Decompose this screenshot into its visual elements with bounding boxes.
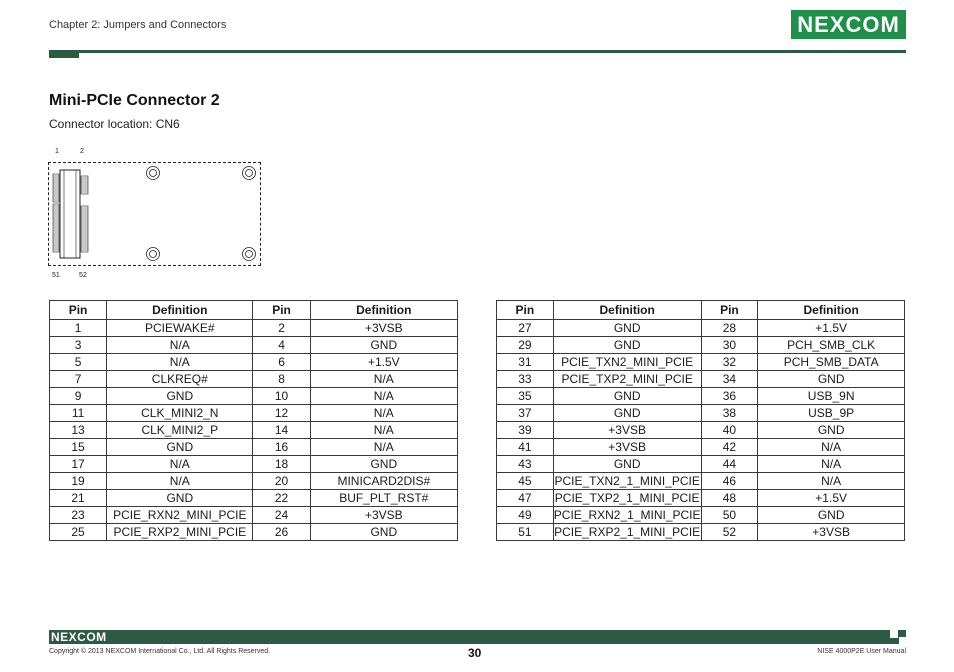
logo-text: NEXCOM xyxy=(797,11,900,37)
pin-number-cell: 45 xyxy=(497,473,554,490)
pin-number-cell: 28 xyxy=(701,320,758,337)
pin-definition-cell: CLK_MINI2_N xyxy=(107,405,253,422)
pin-definition-cell: USB_9N xyxy=(758,388,905,405)
table-row xyxy=(50,456,458,473)
pin-definition-cell: N/A xyxy=(310,405,457,422)
table-row xyxy=(50,388,458,405)
header-pin: Pin xyxy=(50,301,107,320)
chapter-title: Chapter 2: Jumpers and Connectors xyxy=(49,19,227,31)
pin-number-cell: 52 xyxy=(701,524,758,541)
pin-label-1: 1 xyxy=(55,148,59,155)
pin-definition-cell: +3VSB xyxy=(310,507,457,524)
pin-definition-cell: GND xyxy=(310,524,457,541)
pin-definition-cell: GND xyxy=(553,337,701,354)
pin-number-cell: 34 xyxy=(701,371,758,388)
table-row xyxy=(497,405,905,422)
header-definition: Definition xyxy=(553,301,701,320)
pin-number-cell: 9 xyxy=(50,388,107,405)
pin-definition-cell: GND xyxy=(758,371,905,388)
pin-definition-cell: GND xyxy=(553,405,701,422)
pin-number-cell: 47 xyxy=(497,490,554,507)
table-row xyxy=(497,439,905,456)
pin-definition-cell: PCH_SMB_CLK xyxy=(758,337,905,354)
pin-definition-cell: GND xyxy=(553,456,701,473)
pin-number-cell: 38 xyxy=(701,405,758,422)
pin-number-cell: 51 xyxy=(497,524,554,541)
pin-definition-cell: GND xyxy=(107,439,253,456)
mounting-hole-bottom-right xyxy=(243,248,256,261)
pin-definition-cell: MINICARD2DIS# xyxy=(310,473,457,490)
table-row xyxy=(497,354,905,371)
pin-definition-cell: GND xyxy=(310,337,457,354)
copyright: Copyright © 2013 NEXCOM International Co., Ltd. All Rights Reserved. xyxy=(49,648,271,655)
pin-definition-cell: PCIE_RXP2_MINI_PCIE xyxy=(107,524,253,541)
pin-definition-cell: PCH_SMB_DATA xyxy=(758,354,905,371)
pin-number-cell: 21 xyxy=(50,490,107,507)
table-row xyxy=(497,507,905,524)
table-header-row xyxy=(497,301,905,320)
pin-definition-cell: N/A xyxy=(310,388,457,405)
pin-number-cell: 44 xyxy=(701,456,758,473)
pin-number-cell: 27 xyxy=(497,320,554,337)
table-row xyxy=(50,507,458,524)
table-row xyxy=(497,320,905,337)
pin-definition-cell: +3VSB xyxy=(310,320,457,337)
pin-definition-cell: GND xyxy=(758,507,905,524)
table-row xyxy=(50,473,458,490)
pin-number-cell: 19 xyxy=(50,473,107,490)
pin-number-cell: 46 xyxy=(701,473,758,490)
table-row xyxy=(50,320,458,337)
pin-number-cell: 20 xyxy=(253,473,310,490)
header-rule xyxy=(49,50,906,53)
table-row xyxy=(50,405,458,422)
table-row xyxy=(497,422,905,439)
pin-definition-cell: USB_9P xyxy=(758,405,905,422)
pin-number-cell: 23 xyxy=(50,507,107,524)
pin-number-cell: 36 xyxy=(701,388,758,405)
pin-definition-cell: PCIE_RXN2_MINI_PCIE xyxy=(107,507,253,524)
table-row xyxy=(50,524,458,541)
table-row xyxy=(50,422,458,439)
pin-number-cell: 33 xyxy=(497,371,554,388)
header-pin: Pin xyxy=(253,301,310,320)
footer-bar xyxy=(49,630,906,644)
pin-label-52: 52 xyxy=(79,272,87,279)
table-row xyxy=(50,371,458,388)
pin-number-cell: 48 xyxy=(701,490,758,507)
table-row xyxy=(497,524,905,541)
pin-number-cell: 49 xyxy=(497,507,554,524)
table-row xyxy=(50,354,458,371)
connector-location: Connector location: CN6 xyxy=(49,117,180,131)
connector-drawing xyxy=(48,162,261,266)
pin-number-cell: 18 xyxy=(253,456,310,473)
table-header-row xyxy=(50,301,458,320)
pin-number-cell: 8 xyxy=(253,371,310,388)
pin-number-cell: 1 xyxy=(50,320,107,337)
pin-definition-cell: N/A xyxy=(107,337,253,354)
pin-number-cell: 30 xyxy=(701,337,758,354)
table-row xyxy=(50,490,458,507)
pin-definition-cell: N/A xyxy=(758,439,905,456)
manual-title: NISE 4000P2E User Manual xyxy=(817,648,906,655)
pin-number-cell: 14 xyxy=(253,422,310,439)
pin-number-cell: 13 xyxy=(50,422,107,439)
pin-table-right xyxy=(496,300,905,541)
header-rule-tab xyxy=(49,50,79,58)
pin-number-cell: 7 xyxy=(50,371,107,388)
pin-definition-cell: GND xyxy=(758,422,905,439)
connector-body xyxy=(60,170,80,258)
pin-definition-cell: GND xyxy=(553,320,701,337)
table-row xyxy=(497,371,905,388)
pin-number-cell: 6 xyxy=(253,354,310,371)
pin-definition-cell: GND xyxy=(310,456,457,473)
pin-definition-cell: +3VSB xyxy=(553,439,701,456)
pin-number-cell: 22 xyxy=(253,490,310,507)
pin-definition-cell: +1.5V xyxy=(310,354,457,371)
pin-definition-cell: N/A xyxy=(310,371,457,388)
pin-definition-cell: BUF_PLT_RST# xyxy=(310,490,457,507)
table-row xyxy=(50,439,458,456)
mounting-hole-top-left xyxy=(147,167,160,180)
table-row xyxy=(497,473,905,490)
pin-definition-cell: PCIEWAKE# xyxy=(107,320,253,337)
pin-number-cell: 35 xyxy=(497,388,554,405)
pin-definition-cell: PCIE_TXN2_1_MINI_PCIE xyxy=(554,474,700,488)
pin-definition-cell: N/A xyxy=(310,422,457,439)
pin-number-cell: 11 xyxy=(50,405,107,422)
header-definition: Definition xyxy=(310,301,457,320)
pin-definition-cell: +3VSB xyxy=(758,524,905,541)
pin-number-cell: 42 xyxy=(701,439,758,456)
pin-definition-cell: N/A xyxy=(107,354,253,371)
pin-definition-cell: PCIE_TXP2_1_MINI_PCIE xyxy=(554,491,700,505)
pin-definition-cell: CLK_MINI2_P xyxy=(107,422,253,439)
footer-square-icon xyxy=(899,637,906,644)
table-row xyxy=(50,337,458,354)
pin-number-cell: 32 xyxy=(701,354,758,371)
header-pin: Pin xyxy=(701,301,758,320)
pin-number-cell: 40 xyxy=(701,422,758,439)
pin-number-cell: 31 xyxy=(497,354,554,371)
mounting-hole-top-right xyxy=(243,167,256,180)
pin-definition-cell: PCIE_TXN2_MINI_PCIE xyxy=(553,354,701,371)
pin-definition-cell: N/A xyxy=(758,456,905,473)
header-pin: Pin xyxy=(497,301,554,320)
pin-number-cell: 29 xyxy=(497,337,554,354)
pin-definition-cell: N/A xyxy=(310,439,457,456)
pin-number-cell: 24 xyxy=(253,507,310,524)
header-definition: Definition xyxy=(758,301,905,320)
pin-number-cell: 15 xyxy=(50,439,107,456)
mounting-hole-bottom-left xyxy=(147,248,160,261)
pin-definition-cell: +3VSB xyxy=(553,422,701,439)
pin-definition-cell: N/A xyxy=(107,456,253,473)
pin-definition-cell: PCIE_RXN2_1_MINI_PCIE xyxy=(553,508,701,522)
table-row xyxy=(497,337,905,354)
pin-number-cell: 3 xyxy=(50,337,107,354)
header-definition: Definition xyxy=(107,301,253,320)
pin-definition-cell: GND xyxy=(107,490,253,507)
pin-table-left xyxy=(49,300,458,541)
pin-number-cell: 37 xyxy=(497,405,554,422)
pin-number-cell: 5 xyxy=(50,354,107,371)
section-title: Mini-PCIe Connector 2 xyxy=(49,92,220,109)
nexcom-logo xyxy=(791,10,906,39)
pin-definition-cell: PCIE_TXP2_MINI_PCIE xyxy=(553,371,701,388)
pin-definition-cell: GND xyxy=(553,388,701,405)
pin-definition-cell: PCIE_RXP2_1_MINI_PCIE xyxy=(554,525,701,539)
pin-definition-cell: GND xyxy=(107,388,253,405)
pin-label-2: 2 xyxy=(80,148,84,155)
pin-number-cell: 39 xyxy=(497,422,554,439)
footer-logo: NEXCOM xyxy=(51,630,107,644)
table-row xyxy=(497,456,905,473)
pin-number-cell: 4 xyxy=(253,337,310,354)
pin-definition-cell: N/A xyxy=(758,473,905,490)
pin-definition-cell: +1.5V xyxy=(758,320,905,337)
pin-definition-cell: +1.5V xyxy=(758,490,905,507)
pin-number-cell: 41 xyxy=(497,439,554,456)
pin-number-cell: 43 xyxy=(497,456,554,473)
page-number: 30 xyxy=(468,646,482,660)
pin-number-cell: 25 xyxy=(50,524,107,541)
pin-definition-cell: CLKREQ# xyxy=(107,371,253,388)
pin-number-cell: 2 xyxy=(253,320,310,337)
pin-number-cell: 17 xyxy=(50,456,107,473)
footer-square-icon xyxy=(890,630,898,638)
pin-number-cell: 16 xyxy=(253,439,310,456)
pin-number-cell: 10 xyxy=(253,388,310,405)
pin-definition-cell: N/A xyxy=(107,473,253,490)
pin-number-cell: 26 xyxy=(253,524,310,541)
table-row xyxy=(497,490,905,507)
pin-row-left xyxy=(53,174,59,252)
pin-number-cell: 12 xyxy=(253,405,310,422)
pin-label-51: 51 xyxy=(52,272,60,279)
table-row xyxy=(497,388,905,405)
pin-number-cell: 50 xyxy=(701,507,758,524)
